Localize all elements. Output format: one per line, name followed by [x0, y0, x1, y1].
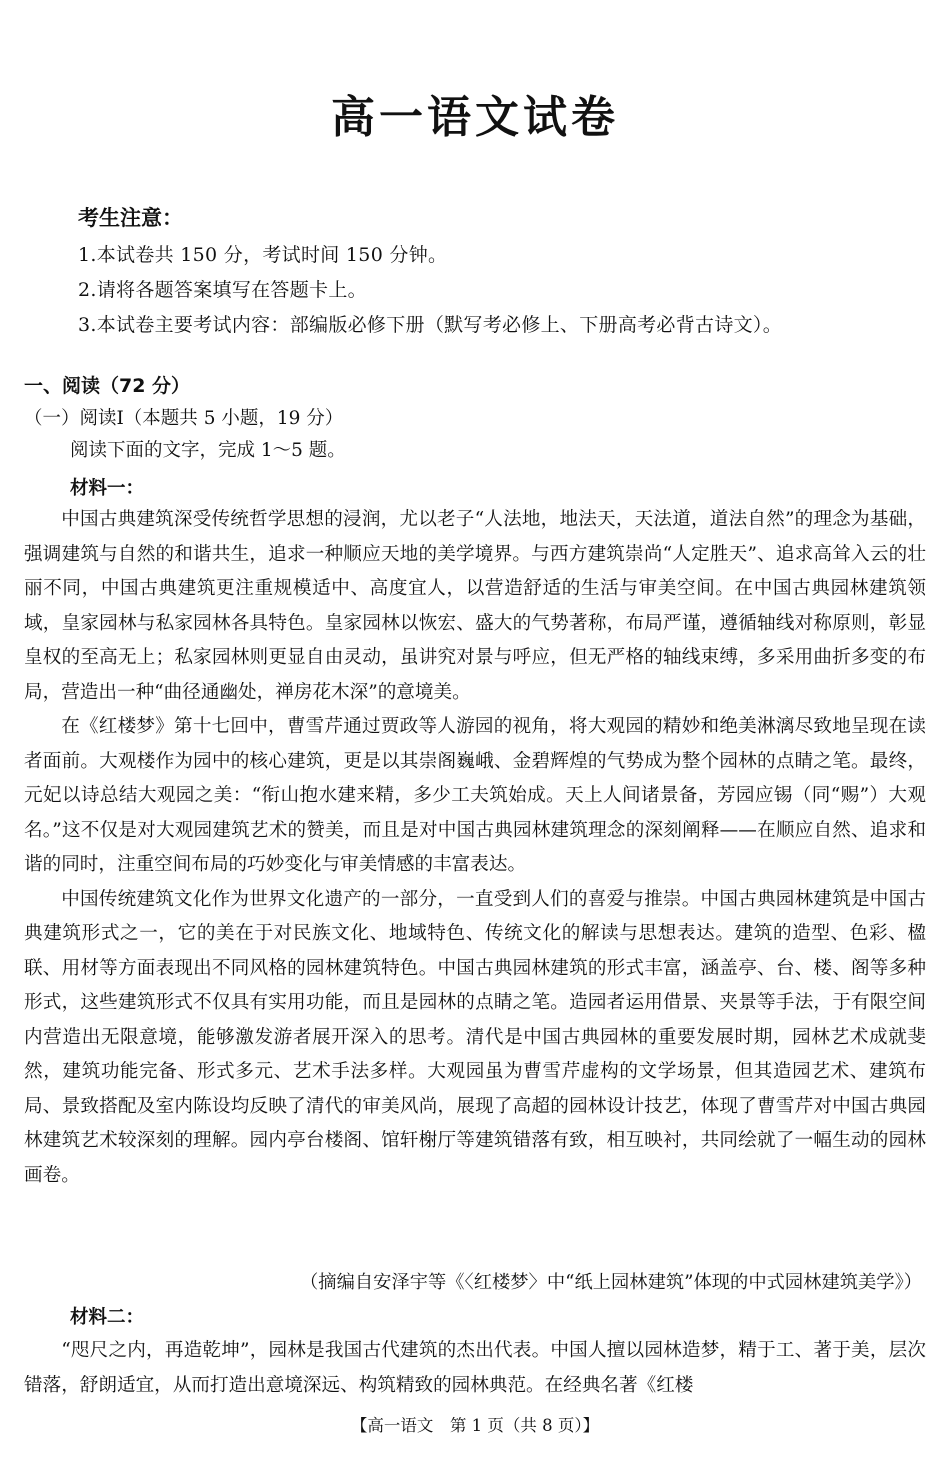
section-heading: 一、阅读（72 分） [24, 375, 191, 397]
notice-item: 3.本试卷主要考试内容：部编版必修下册（默写考必修上、下册高考必背古诗文）。 [78, 314, 783, 336]
page-title: 高一语文试卷 [331, 92, 619, 143]
material-two-label: 材料二： [70, 1307, 145, 1328]
material-one-label: 材料一： [70, 478, 145, 499]
notice-item: 1.本试卷共 150 分，考试时间 150 分钟。 [78, 244, 448, 266]
paragraph: 在《红楼梦》第十七回中，曹雪芹通过贾政等人游园的视角，将大观园的精妙和绝美淋漓尽致地呈现在读者面前。大观楼作为园中的核心建筑，更是以其崇阁巍峨、金碧辉煌的气势成为整个园林的点睛之笔。最终，元妃以诗总结大观园之美：“衔山抱水建来精，多少工夫筑始成。天上人间诸景备，芳园应锡（同“赐”）大观名。”这不仅是对大观园建筑艺术的赞美，而且是对中国古典园林建筑理念的深刻阐释——在顺应自然、追求和谐的同时，注重空间布局的巧妙变化与审美情感的丰富表达。 [24, 716, 926, 875]
source-citation: （摘编自安泽宇等《〈红楼梦〉中“纸上园林建筑”体现的中式园林建筑美学》） [300, 1272, 922, 1293]
material-one-body [24, 503, 926, 1193]
page-footer: 【高一语文 第 1 页（共 8 页）】 [350, 1416, 600, 1435]
paragraph: 中国传统建筑文化作为世界文化遗产的一部分，一直受到人们的喜爱与推崇。中国古典园林建筑是中国古典建筑形式之一，它的美在于对民族文化、地域特色、传统文化的解读与思想表达。建筑的造型、色彩、楹联、用材等方面表现出不同风格的园林建筑特色。中国古典园林建筑的形式丰富，涵盖亭、台、楼、阁等多种形式，这些建筑形式不仅具有实用功能，而且是园林的点睛之笔。造园者运用借景、夹景等手法，于有限空间内营造出无限意境，能够激发游者展开深入的思考。清代是中国古典园林的重要发展时期，园林艺术成就斐然，建筑功能完备、形式多元、艺术手法多样。大观园虽为曹雪芹虚构的文学场景，但其造园艺术、建筑布局、景致搭配及室内陈设均反映了清代的审美风尚，展现了高超的园林设计技艺，体现了曹雪芹对中国古典园林建筑艺术较深刻的理解。园内亭台楼阁、馆轩榭厅等建筑错落有致，相互映衬，共同绘就了一幅生动的园林画卷。 [24, 888, 926, 1186]
paragraph: 中国古典建筑深受传统哲学思想的浸润，尤以老子“人法地，地法天，天法道，道法自然”的理念为基础，强调建筑与自然的和谐共生，追求一种顺应天地的美学境界。与西方建筑崇尚“人定胜天”、追求高耸入云的壮丽不同，中国古典建筑更注重规模适中、高度宜人，以营造舒适的生活与审美空间。在中国古典园林建筑领域，皇家园林与私家园林各具特色。皇家园林以恢宏、盛大的气势著称，布局严谨，遵循轴线对称原则，彰显皇权的至高无上；私家园林则更显自由灵动，虽讲究对景与呼应，但无严格的轴线束缚，多采用曲折多变的布局，营造出一种“曲径通幽处，禅房花木深”的意境美。 [24, 509, 926, 703]
sub-section-heading: （一）阅读Ⅰ（本题共 5 小题，19 分） [24, 408, 344, 429]
notice-heading: 考生注意： [78, 206, 183, 230]
paragraph: “咫尺之内，再造乾坤”，园林是我国古代建筑的杰出代表。中国人擅以园林造梦，精于工、著于美，层次错落，舒朗适宜，从而打造出意境深远、构筑精致的园林典范。在经典名著《红楼 [24, 1340, 926, 1396]
notice-list [78, 238, 918, 343]
notice-item: 2.请将各题答案填写在答题卡上。 [78, 279, 367, 301]
reading-instruction: 阅读下面的文字，完成 1～5 题。 [70, 440, 346, 461]
material-two-body [24, 1334, 926, 1403]
